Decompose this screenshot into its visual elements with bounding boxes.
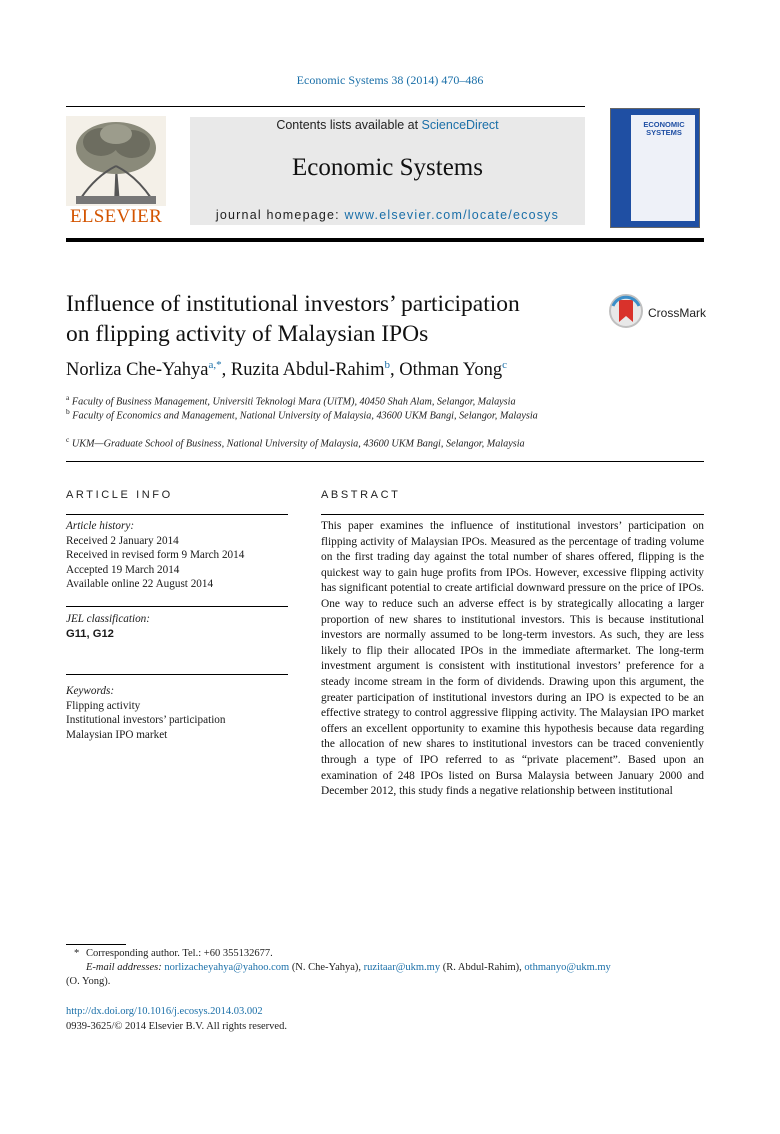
author-separator: , — [390, 360, 400, 381]
homepage-prefix: journal homepage: — [215, 208, 345, 222]
section-rule — [66, 461, 704, 462]
email-owner: (N. Che-Yahya), — [289, 962, 364, 973]
email-link[interactable]: ruzitaar@ukm.my — [363, 962, 441, 973]
crossmark-icon — [609, 292, 645, 330]
doi-link[interactable]: http://dx.doi.org/10.1016/j.ecosys.2014.03.002 — [66, 1006, 263, 1017]
article-history — [66, 519, 296, 592]
keyword: Malaysian IPO market — [66, 728, 168, 741]
cover-title: ECONOMIC SYSTEMS — [643, 120, 685, 137]
info-divider — [66, 606, 288, 607]
keywords-label: Keywords: — [66, 685, 115, 697]
journal-citation[interactable]: Economic Systems 38 (2014) 470–486 — [296, 73, 484, 87]
homepage-link[interactable]: www.elsevier.com/locate/ecosys — [344, 208, 560, 222]
email-addresses — [86, 961, 706, 975]
author-sup[interactable]: a,* — [208, 359, 222, 371]
email-link[interactable]: othmanyo@ukm.my — [524, 962, 611, 973]
affiliation-sup: b — [66, 407, 70, 416]
abstract-heading: ABSTRACT — [321, 489, 401, 501]
copyright: 0939-3625/© 2014 Elsevier B.V. All rights reserved. — [66, 1021, 287, 1032]
email-label: E-mail addresses: — [86, 962, 162, 973]
email-owner: (R. Abdul-Rahim), — [440, 962, 525, 973]
email-tail: (O. Yong). — [66, 976, 111, 987]
author: Norliza Che-Yahya — [66, 360, 209, 381]
keyword: Institutional investors’ participation — [66, 714, 226, 727]
keyword: Flipping activity — [66, 699, 141, 712]
title-line-2: on flipping activity of Malaysian IPOs — [66, 321, 429, 347]
footnote-rule — [66, 944, 126, 945]
author-sup[interactable]: c — [502, 359, 507, 371]
author-separator: , — [221, 360, 231, 381]
header-rule — [66, 106, 585, 107]
history-label: Article history: — [66, 520, 135, 532]
affiliation-sup: c — [66, 435, 70, 444]
info-divider — [66, 674, 288, 675]
article-info-rule — [66, 514, 288, 515]
abstract-rule — [321, 514, 704, 515]
history-item: Received 2 January 2014 — [66, 534, 179, 547]
journal-homepage — [190, 208, 585, 222]
history-item: Received in revised form 9 March 2014 — [66, 549, 245, 562]
abstract-text: This paper examines the influence of institutional investors’ participation on flipping activity of Malaysian IPOs. Measured as the percentage of trading volume on the first trading day against the total number of shares offered, flipping is the quickest way to gain huge profits from IPOs. However, excessive flipping activity has significant potential to create artificial downward pressure on the price of IPOs. One way to reduce such an adverse effect is by strategically allocating a larger proportion of new shares to institutional investors. This is because institutional investors are normally assumed to be long-term investors. As such, they are less likely to flip their allocated IPOs in the immediate aftermarket. The long-term investment argument is consistent with institutional investors’ preference for a steady income stream in the form of dividends. Drawing upon this argument, the greater participation of institutional investors during an IPO is expected to be an effective strategy to control aggressive flipping activity. The Malaysian IPO market offers an excellent opportunity to examine this hypothesis because data regarding the allocation of new shares to institutional investors can be traced conveniently through a type of IPO referred to as “private placement”. Based upon an examination of 248 IPOs listed on Bursa Malaysia between January 2000 and December 2012, this study finds a negative relationship between institutional — [321, 520, 704, 798]
author-list — [66, 359, 507, 381]
elsevier-wordmark: ELSEVIER — [69, 206, 163, 227]
keywords — [66, 684, 296, 742]
sciencedirect-link[interactable]: ScienceDirect — [421, 118, 499, 132]
author-sup[interactable]: b — [384, 359, 391, 371]
contents-line — [190, 118, 585, 132]
contents-prefix: Contents lists available at — [276, 118, 422, 132]
affiliation-c — [66, 433, 586, 451]
affiliation-sup: a — [66, 393, 70, 402]
affiliation-text: Faculty of Economics and Management, National University of Malaysia, 43600 UKM Bangi, Selangor, Malaysia — [72, 410, 538, 422]
author: Othman Yong — [399, 360, 503, 381]
article-info-heading: ARTICLE INFO — [66, 489, 173, 501]
crossmark-label[interactable]: CrossMark — [648, 306, 707, 320]
author: Ruzita Abdul-Rahim — [230, 360, 385, 381]
jel-classification — [66, 612, 296, 641]
history-item: Accepted 19 March 2014 — [66, 563, 180, 576]
title-line-1: Influence of institutional investors’ participation — [66, 291, 520, 317]
affiliation-b — [66, 405, 586, 423]
affiliation-text: UKM—Graduate School of Business, National University of Malaysia, 43600 UKM Bangi, Selangor, Malaysia — [71, 438, 525, 450]
jel-label: JEL classification: — [66, 613, 151, 625]
journal-title: Economic Systems — [292, 154, 483, 181]
footnote-marker: * — [74, 948, 80, 959]
email-link[interactable]: norlizacheyahya@yahoo.com — [164, 962, 290, 973]
affiliation-text: Faculty of Business Management, Universiti Teknologi Mara (UiTM), 40450 Shah Alam, Selangor, Malaysia — [71, 396, 516, 408]
journal-cover-thumbnail[interactable] — [610, 108, 700, 228]
header-thick-rule — [66, 238, 704, 242]
jel-codes: G11, G12 — [66, 627, 114, 640]
history-item: Available online 22 August 2014 — [66, 578, 214, 591]
corresponding-author: Corresponding author. Tel.: +60 355132677. — [86, 948, 273, 959]
article-title — [66, 289, 596, 349]
